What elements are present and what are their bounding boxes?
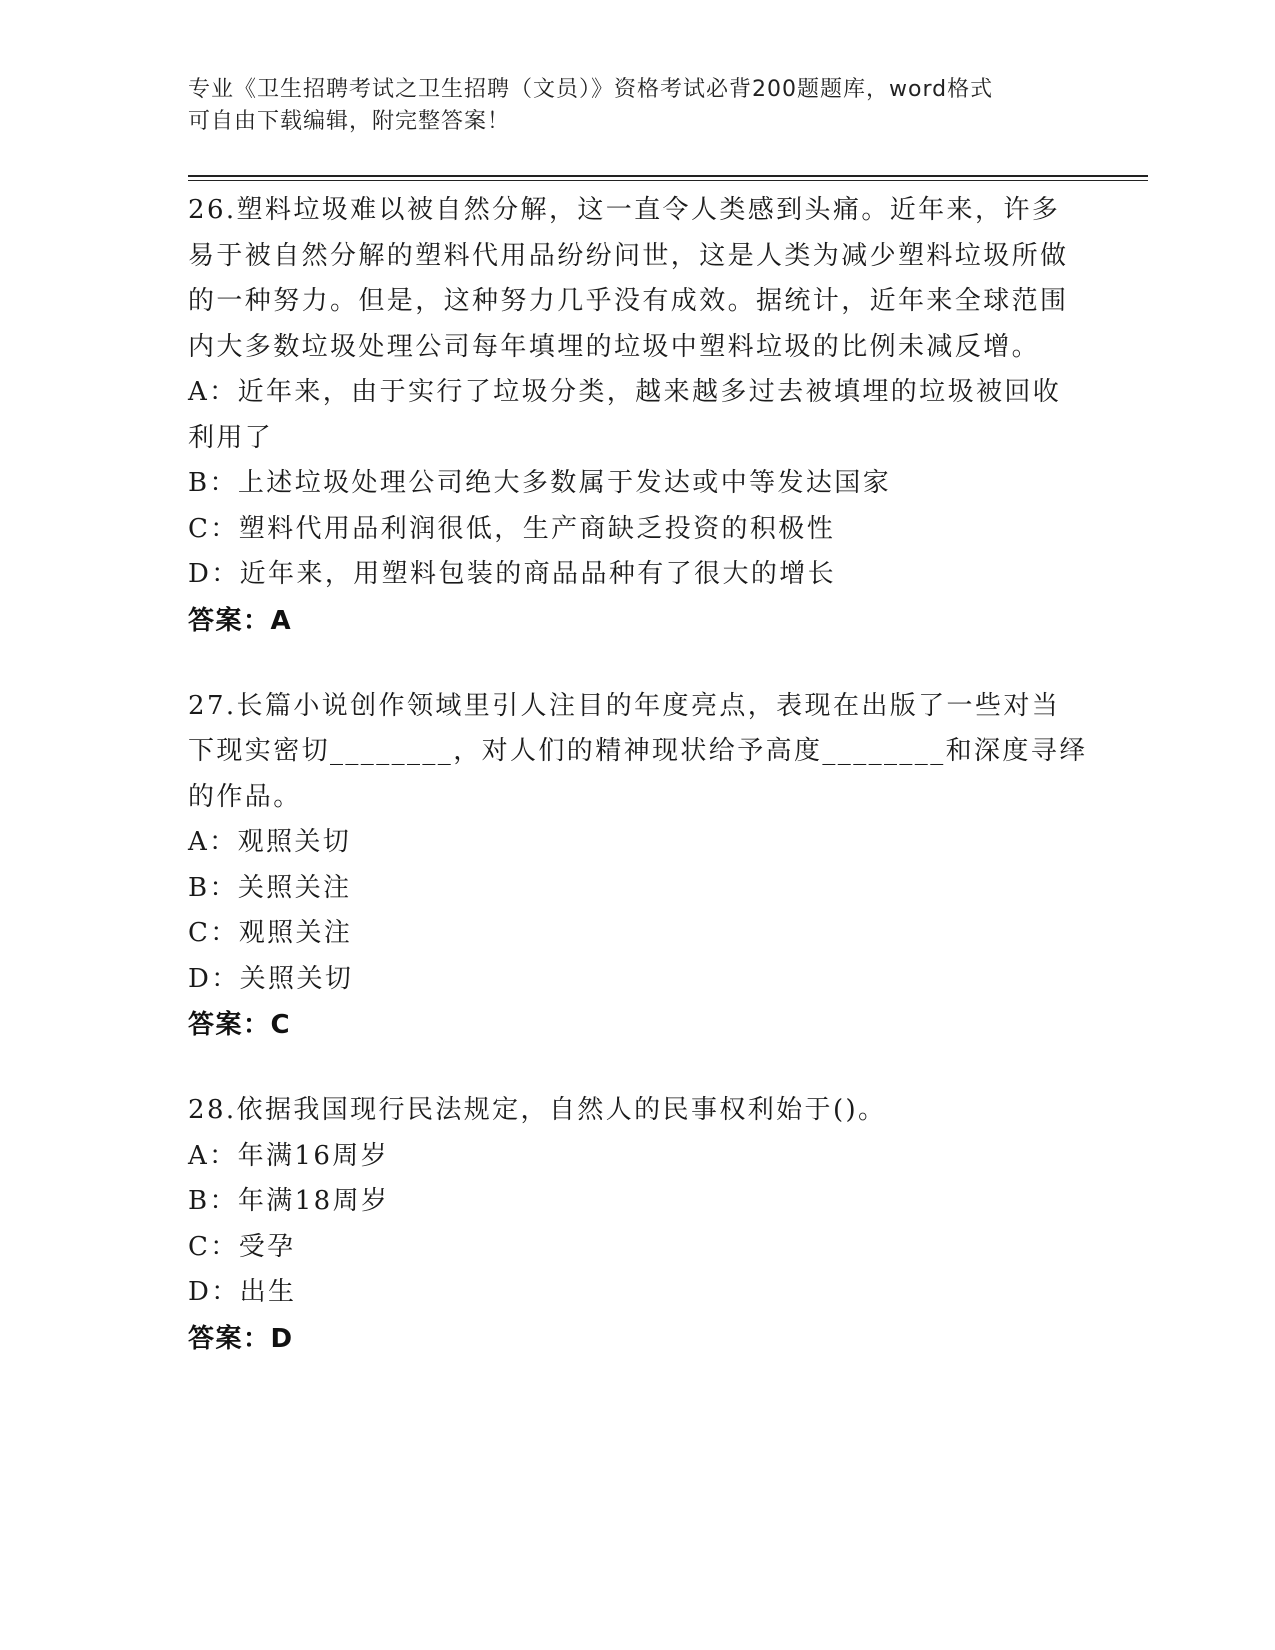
option-b: B：关照关注 (188, 872, 352, 903)
header-divider-thin (188, 180, 1148, 181)
question-stem: 27.长篇小说创作领域里引人注目的年度亮点，表现在出版了一些对当下现实密切________，对人们的精神现状给予高度________和深度寻绎的作品。 (188, 690, 1088, 812)
option-b: B：年满18周岁 (188, 1186, 390, 1216)
question-stem: 26.塑料垃圾难以被自然分解，这一直令人类感到头痛。近年来，许多易于被自然分解的塑料代用品纷纷问世，这是人类为减少塑料垃圾所做的一种努力。但是，这种努力几乎没有成效。据统计，近年来全球范围内大多数垃圾处理公司每年填埋的垃圾中塑料垃圾的比例未减反增。 (188, 195, 1069, 362)
question-28 (188, 1088, 1088, 1362)
answer-label: 答案：D (188, 1323, 294, 1354)
document-header (188, 74, 1068, 138)
header-line-2: 可自由下载编辑，附完整答案！ (188, 109, 511, 134)
option-d: D：关照关切 (188, 963, 354, 994)
document-page (188, 0, 1148, 1650)
header-line-1: 专业《卫生招聘考试之卫生招聘（文员）》资格考试必背200题题库，word格式 (188, 77, 994, 102)
option-c: C：塑料代用品利润很低，生产商缺乏投资的积极性 (188, 513, 836, 544)
question-26 (188, 188, 1088, 644)
option-b: B：上述垃圾处理公司绝大多数属于发达或中等发达国家 (188, 468, 892, 498)
option-d: D：出生 (188, 1277, 297, 1307)
option-a: A：观照关切 (188, 827, 352, 857)
question-27 (188, 684, 1088, 1049)
option-a: A：近年来，由于实行了垃圾分类，越来越多过去被填埋的垃圾被回收利用了 (188, 377, 1062, 453)
question-list (188, 188, 1088, 1402)
option-d: D：近年来，用塑料包装的商品品种有了很大的增长 (188, 559, 837, 589)
answer-label: 答案：C (188, 1010, 292, 1040)
question-stem: 28.依据我国现行民法规定，自然人的民事权利始于()。 (188, 1095, 887, 1125)
option-a: A：年满16周岁 (188, 1140, 390, 1171)
option-c: C：观照关注 (188, 918, 353, 948)
answer-label: 答案：A (188, 605, 293, 636)
option-c: C：受孕 (188, 1231, 296, 1262)
header-divider (188, 175, 1148, 177)
